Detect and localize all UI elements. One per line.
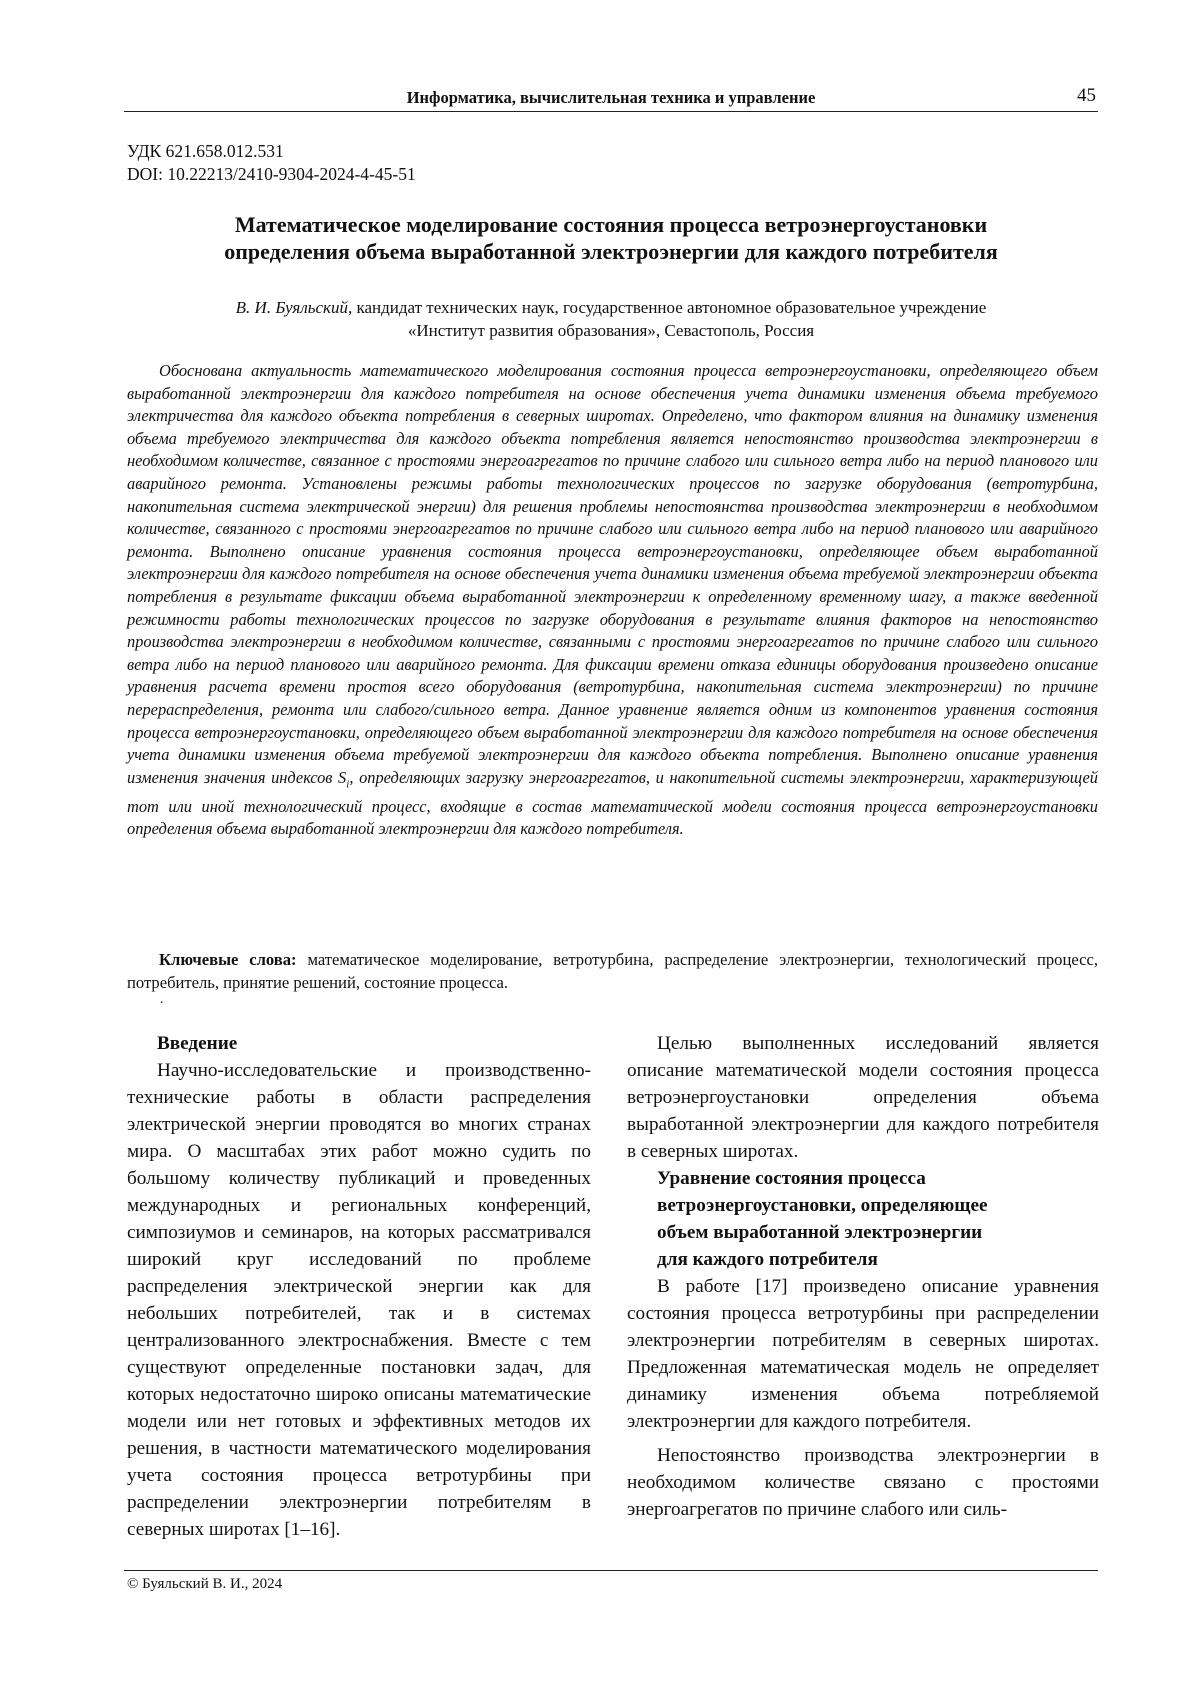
footer-divider — [124, 1570, 1098, 1571]
section-heading-line-3: объем выработанной электроэнергии — [657, 1219, 1099, 1246]
section-paragraph-2: Непостоянство производства электроэнергии в необходимом количестве связано с простоями энергоагрегатов по причине слабого или силь- — [627, 1442, 1099, 1523]
running-header — [124, 88, 1098, 112]
right-column — [627, 1030, 1099, 1523]
author-line-2: «Институт развития образования», Севастополь, Россия — [124, 319, 1098, 342]
intro-paragraph: Научно-исследовательские и производственно-технические работы в области распределения электрической энергии проводятся во многих странах мира. О масштабах этих работ можно судить по большому количеству публикаций и проведенных международных и региональных конференций, симпозиумов и семинаров, на которых рассматривался широкий круг исследований по проблеме распределения электрической энергии как для небольших потребителей, так и в системах централизованного электроснабжения. Вместе с тем существуют определенные постановки задач, для которых недостаточно широко описаны математические модели или нет готовых и эффективных методов их решения, в частности математического моделирования учета состояния процесса ветротурбины при распределении электроэнергии потребителям в северных широтах [1–16]. — [127, 1057, 591, 1543]
title-line-1: Математическое моделирование состояния процесса ветроэнергоустановки — [124, 211, 1098, 238]
author-name: В. И. Буяльский, — [236, 298, 353, 317]
author-line-1 — [124, 296, 1098, 319]
title-line-2: определения объема выработанной электроэнергии для каждого потребителя — [124, 238, 1098, 265]
abstract-text-2: , определяющих загрузку энергоагрегатов, и накопительной системы электроэнергии, характеризующей тот или иной технологический процесс, входящие в состав математической модели состояния процесса ветроэнергоустановки определения объема выработанной электроэнергии для каждого потребителя. — [127, 768, 1098, 838]
author-block — [124, 296, 1098, 342]
section-paragraph-1: В работе [17] произведено описание уравнения состояния процесса ветротурбины при распределении электроэнергии потребителям в северных широтах. Предложенная математическая модель не определяет динамику изменения объема потребляемой электроэнергии для каждого потребителя. — [627, 1273, 1099, 1435]
abstract-subscript: i — [346, 778, 349, 790]
section-heading-line-1: Уравнение состояния процесса — [657, 1165, 1099, 1192]
journal-title: Информатика, вычислительная техника и управление — [124, 88, 1098, 108]
left-column — [127, 1030, 591, 1543]
page-number: 45 — [1077, 85, 1096, 107]
abstract — [127, 360, 1098, 841]
copyright: © Буяльский В. И., 2024 — [127, 1576, 282, 1593]
keywords-text: математическое моделирование, ветротурбина, распределение электроэнергии, технологический процесс, потребитель, принятие решений, состояние процесса. — [127, 950, 1098, 992]
section-heading-line-4: для каждого потребителя — [657, 1246, 1099, 1273]
identifiers — [127, 140, 416, 186]
keywords-label: Ключевые слова: — [159, 950, 297, 969]
goal-paragraph: Целью выполненных исследований является описание математической модели состояния процесса ветроэнергоустановки определения объема выработанной электроэнергии для каждого потребителя в северных широтах. — [627, 1030, 1099, 1165]
section-heading — [627, 1165, 1099, 1273]
section-heading-line-2: ветроэнергоустановки, определяющее — [657, 1192, 1099, 1219]
stray-dot: . — [160, 992, 164, 1008]
intro-heading: Введение — [127, 1030, 591, 1057]
udc-code: УДК 621.658.012.531 — [127, 140, 416, 163]
article-title — [124, 211, 1098, 265]
author-affiliation: кандидат технических наук, государственное автономное образовательное учреждение — [352, 298, 986, 317]
keywords — [127, 948, 1098, 994]
abstract-text-1: Обоснована актуальность математического моделирования состояния процесса ветроэнергоустановки, определяющего объем выработанной электроэнергии для каждого потребителя на основе обеспечения учета динамики изменения объема требуемого электричества для каждого объекта потребления в северных широтах. Определено, что фактором влияния на динамику изменения объема требуемого электричества для каждого объекта потребления является непостоянство производства электроэнергии в необходимом количестве, связанное с простоями энергоагрегатов по причине слабого или сильного ветра либо на период планового или аварийного ремонта. Установлены режимы работы технологических процессов по загрузке оборудования (ветротурбина, накопительная система электрической энергии) для решения проблемы непостоянства производства электроэнергии в необходимом количестве, связанного с простоями энергоагрегатов по причине слабого или сильного ветра либо на период планового или аварийного ремонта. Выполнено описание уравнения состояния процесса ветроэнергоустановки, определяющее объем выработанной электроэнергии для каждого потребителя на основе обеспечения учета динамики изменения объема требуемой электроэнергии объекта потребления в результате фиксации объема выработанной электроэнергии к определенному временному шагу, а также введенной режимности работы технологических процессов по загрузке оборудования в результате влияния факторов на непостоянство производства электроэнергии в необходимом количестве, связанными с простоями энергоагрегатов по причине слабого или сильного ветра либо на период планового или аварийного ремонта. Для фиксации времени отказа единицы оборудования произведено описание уравнения расчета времени простоя всего оборудования (ветротурбина, накопительная система электроэнергии) по причине перераспределения, ремонта или слабого/сильного ветра. Данное уравнение является одним из компонентов уравнения состояния процесса ветроэнергоустановки, определяющего объем выработанной электроэнергии для каждого потребителя на основе обеспечения учета динамики изменения объема требуемой электроэнергии для каждого объекта потребления. Выполнено описание уравнения изменения значения индексов S — [127, 361, 1098, 787]
doi: DOI: 10.22213/2410-9304-2024-4-45-51 — [127, 163, 416, 186]
